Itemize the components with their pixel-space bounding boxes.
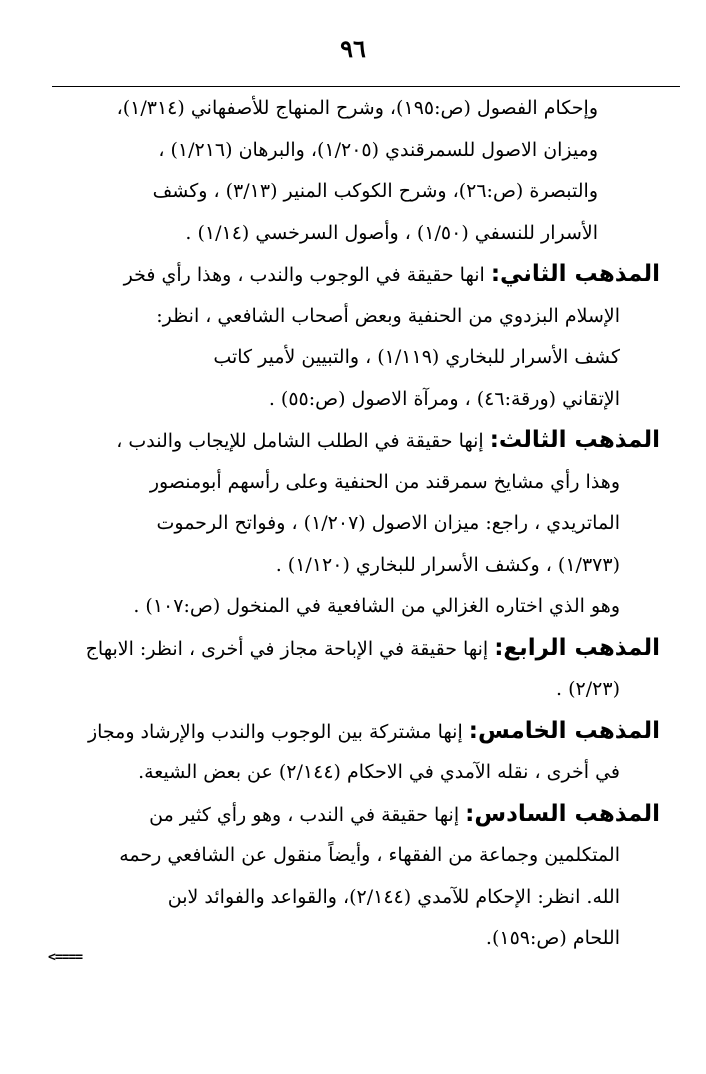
text-line: الله. انظر: الإحكام للآمدي (٢/١٤٤)، والقواعد والفوائد لابن bbox=[167, 885, 620, 908]
text-line: (١/٣٧٣) ، وكشف الأسرار للبخاري (١/١٢٠) . bbox=[275, 553, 620, 576]
text-line: الأسرار للنسفي (١/٥٠) ، وأصول السرخسي (١/١٤) . bbox=[185, 221, 598, 244]
header-rule bbox=[52, 86, 680, 87]
text-line: وميزان الاصول للسمرقندي (١/٢٠٥)، والبرهان (١/٢١٦) ، bbox=[158, 138, 598, 161]
footnote-body bbox=[42, 88, 660, 960]
paragraph-first-line bbox=[42, 420, 660, 462]
text-line: (٢/٢٣) . bbox=[556, 678, 620, 700]
section-heading: المذهب السادس: bbox=[465, 800, 660, 827]
text-run: انها حقيقة في الوجوب والندب ، وهذا رأي فخر bbox=[123, 264, 491, 286]
text-run: إنها حقيقة في الإباحة مجاز في أخرى ، انظر: الابهاج bbox=[85, 637, 495, 660]
text-run: إنها حقيقة في الندب ، وهو رأي كثير من bbox=[149, 803, 466, 826]
continue-arrow-icon: <==== bbox=[48, 950, 83, 965]
text-line: اللحام (ص:١٥٩). bbox=[485, 927, 620, 949]
section-heading: المذهب الرابع: bbox=[494, 634, 660, 661]
text-run: إنها مشتركة بين الوجوب والندب والإرشاد ومجاز bbox=[87, 720, 469, 743]
page-number: ٩٦ bbox=[340, 34, 366, 63]
text-line: وهذا رأي مشايخ سمرقند من الحنفية وعلى رأسهم أبومنصور bbox=[149, 470, 620, 493]
text-line: الإسلام البزدوي من الحنفية وبعض أصحاب الشافعي ، انظر: bbox=[156, 304, 620, 327]
paragraph-first-line bbox=[42, 794, 660, 836]
text-line: المتكلمين وجماعة من الفقهاء ، وأيضاً منقول عن الشافعي رحمه bbox=[119, 844, 620, 866]
section-heading: المذهب الخامس: bbox=[468, 717, 660, 744]
text-run: إنها حقيقة في الطلب الشامل للإيجاب والندب ، bbox=[116, 430, 490, 452]
text-line: وإحكام الفصول (ص:١٩٥)، وشرح المنهاج للأصفهاني (١/٣١٤)، bbox=[116, 97, 598, 119]
text-line: في أخرى ، نقله الآمدي في الاحكام (٢/١٤٤) عن بعض الشيعة. bbox=[138, 761, 620, 783]
text-line: والتبصرة (ص:٢٦)، وشرح الكوكب المنير (٣/١٣) ، وكشف bbox=[152, 180, 598, 202]
paragraph-first-line bbox=[42, 628, 660, 670]
text-line: الماتريدي ، راجع: ميزان الاصول (١/٢٠٧) ، وفواتح الرحموت bbox=[156, 512, 620, 534]
paragraph-first-line bbox=[42, 711, 660, 753]
text-line: الإتقاني (ورقة:٤٦) ، ومرآة الاصول (ص:٥٥) . bbox=[268, 387, 620, 410]
section-heading: المذهب الثاني: bbox=[490, 261, 660, 287]
paragraph-first-line bbox=[42, 254, 660, 296]
text-line: كشف الأسرار للبخاري (١/١١٩) ، والتبيين لأمير كاتب bbox=[213, 346, 620, 368]
section-heading: المذهب الثالث: bbox=[489, 427, 660, 453]
text-line: وهو الذي اختاره الغزالي من الشافعية في المنخول (ص:١٠٧) . bbox=[133, 595, 620, 617]
